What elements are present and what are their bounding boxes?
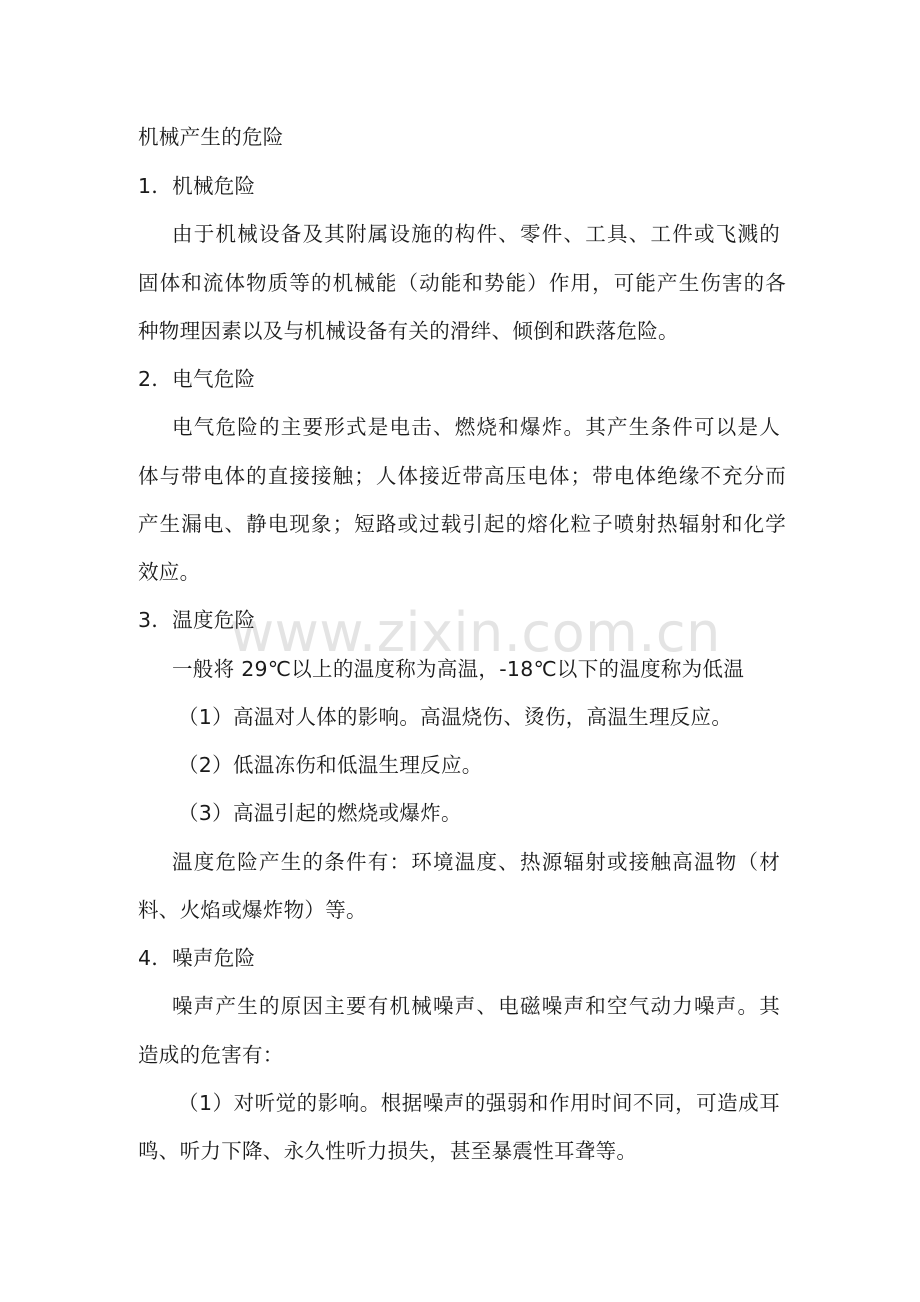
paragraph-line: 噪声产生的原因主要有机械噪声、电磁噪声和空气动力噪声。其 bbox=[172, 994, 780, 1018]
section-heading-mechanical: 1．机械危险 bbox=[138, 174, 256, 198]
section-heading-noise: 4．噪声危险 bbox=[138, 946, 256, 970]
watermark: www.zixin.com.cn bbox=[230, 601, 721, 664]
paragraph-line: 产生漏电、静电现象；短路或过载引起的熔化粒子喷射热辐射和化学 bbox=[138, 512, 786, 536]
paragraph-line: 电气危险的主要形式是电击、燃烧和爆炸。其产生条件可以是人 bbox=[172, 415, 780, 439]
paragraph-line: 料、火焰或爆炸物）等。 bbox=[138, 898, 367, 922]
section-heading-temperature: 3．温度危险 bbox=[138, 608, 256, 632]
list-item: （1）高温对人体的影响。高温烧伤、烫伤，高温生理反应。 bbox=[178, 705, 733, 729]
list-item: （1）对听觉的影响。根据噪声的强弱和作用时间不同，可造成耳 bbox=[178, 1091, 780, 1115]
paragraph-line: 固体和流体物质等的机械能（动能和势能）作用，可能产生伤害的各 bbox=[138, 271, 786, 295]
document-title: 机械产生的危险 bbox=[138, 125, 284, 149]
section-heading-electrical: 2．电气危险 bbox=[138, 367, 256, 391]
list-item: （2）低温冻伤和低温生理反应。 bbox=[178, 753, 483, 777]
paragraph-line: 种物理因素以及与机械设备有关的滑绊、倾倒和跌落危险。 bbox=[138, 319, 679, 343]
paragraph-line: 体与带电体的直接接触；人体接近带高压电体；带电体绝缘不充分而 bbox=[138, 464, 786, 488]
paragraph-line: 温度危险产生的条件有：环境温度、热源辐射或接触高温物（材 bbox=[172, 850, 780, 874]
list-item: 鸣、听力下降、永久性听力损失，甚至暴震性耳聋等。 bbox=[138, 1139, 638, 1163]
paragraph-line: 一般将 29℃以上的温度称为高温，-18℃以下的温度称为低温 bbox=[172, 657, 745, 681]
paragraph-line: 由于机械设备及其附属设施的构件、零件、工具、工件或飞溅的 bbox=[172, 222, 780, 246]
paragraph-line: 造成的危害有： bbox=[138, 1043, 284, 1067]
list-item: （3）高温引起的燃烧或爆炸。 bbox=[178, 801, 462, 825]
paragraph-line: 效应。 bbox=[138, 560, 201, 584]
